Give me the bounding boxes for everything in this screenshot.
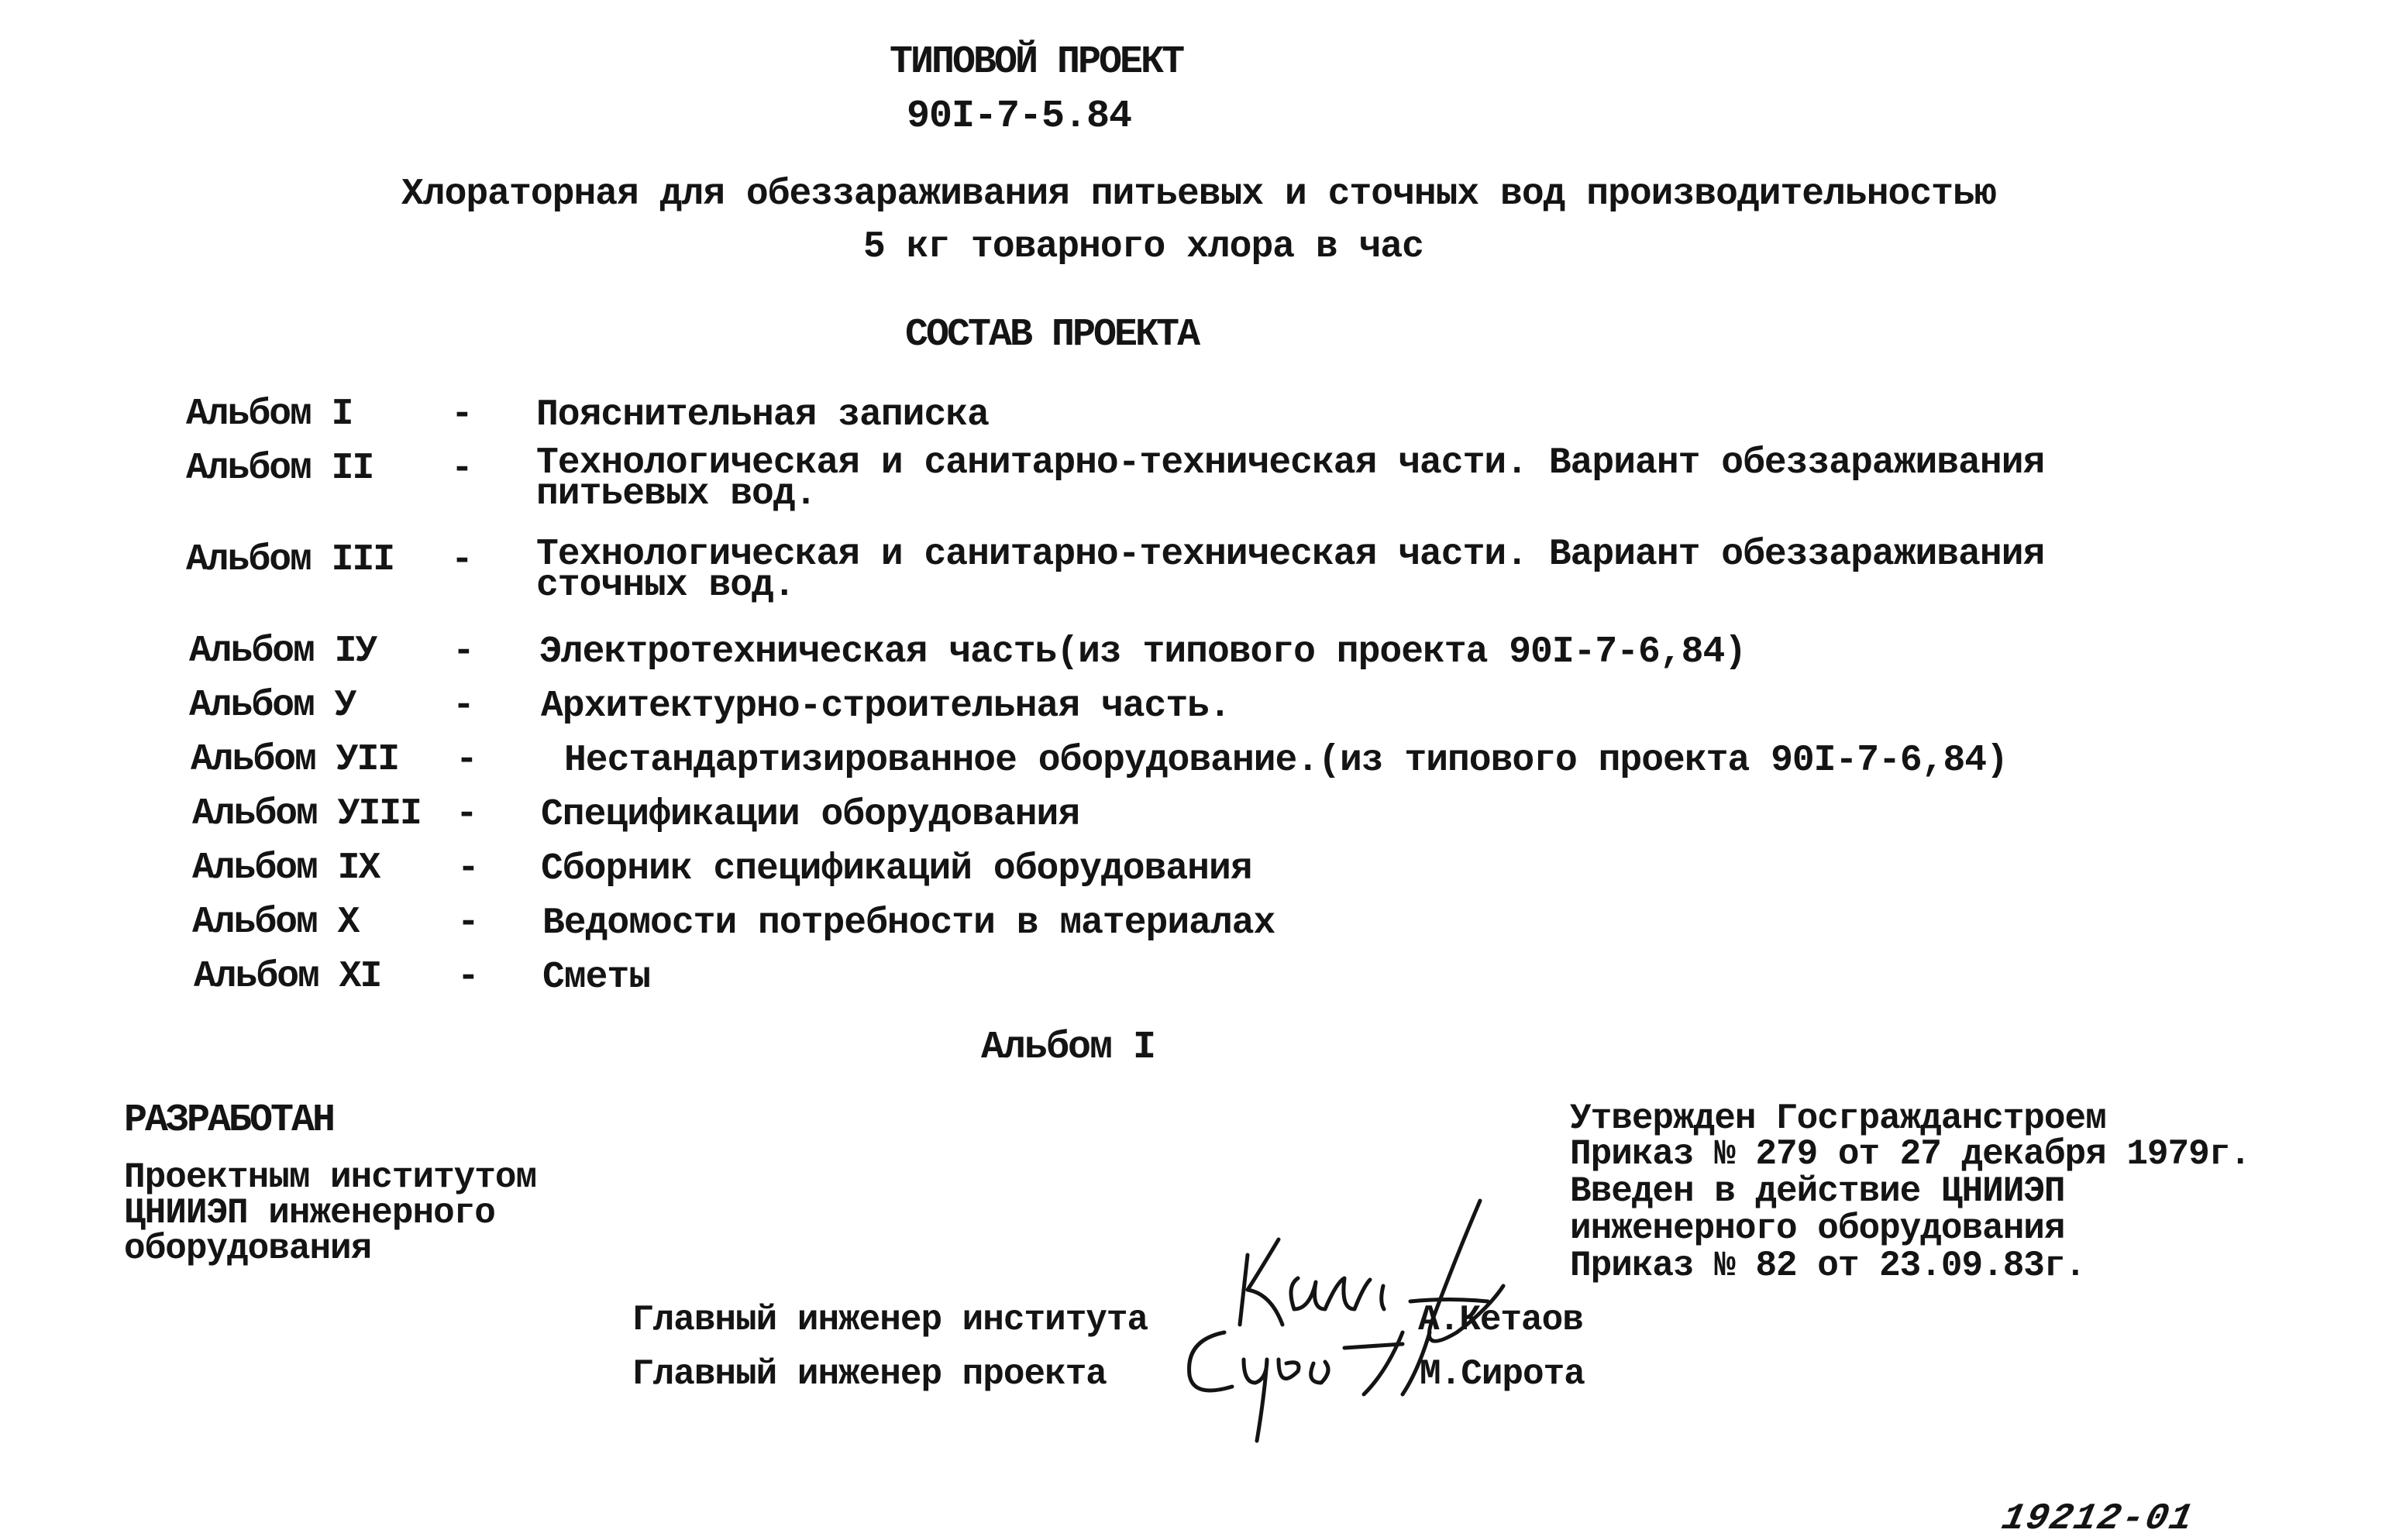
album-description: Пояснительная записка (536, 394, 989, 436)
album-description: Сметы (542, 957, 651, 999)
album-description: Электротехническая часть(из типового проекта 90I-7-6,84) (539, 631, 1747, 673)
developed-heading: РАЗРАБОТАН (124, 1098, 334, 1143)
signature-name: А.Кетаов (1418, 1300, 1583, 1340)
album-description: Технологическая и санитарно-техническая части. Вариант обеззараживания питьевых вод. (536, 442, 2045, 515)
album-name: Альбом XI (194, 956, 381, 998)
album-name: Альбом IУ (189, 631, 377, 672)
approval-line: Приказ № 82 от 23.09.83г. (1570, 1246, 2086, 1286)
album-name: Альбом У (189, 685, 356, 727)
document-title: ТИПОВОЙ ПРОЕКТ (890, 40, 1183, 84)
album-name: Альбом IX (192, 847, 380, 889)
subtitle-line-2: 5 кг товарного хлора в час (863, 226, 1423, 268)
current-album-label: Альбом I (981, 1026, 1155, 1070)
album-dash: - (451, 539, 473, 581)
album-dash: - (457, 847, 480, 889)
approval-line: Приказ № 279 от 27 декабря 1979г. (1570, 1134, 2250, 1174)
album-description: Архитектурно-строительная часть. (541, 686, 1231, 727)
album-dash: - (451, 394, 473, 435)
album-description: Сборник спецификаций оборудования (541, 848, 1252, 890)
album-dash: - (451, 448, 473, 490)
album-dash: - (453, 631, 475, 672)
signature-name: М.Сирота (1420, 1354, 1585, 1394)
signature-role: Главный инженер проекта (632, 1354, 1107, 1394)
album-dash: - (453, 685, 475, 727)
album-name: Альбом I (186, 394, 353, 435)
album-name: Альбом X (192, 902, 359, 944)
composition-heading: СОСТАВ ПРОЕКТА (905, 313, 1199, 357)
album-name: Альбом УII (191, 739, 399, 781)
approval-line: Введен в действие ЦНИИЭП (1570, 1171, 2065, 1212)
developer-line: ЦНИИЭП инженерного (124, 1193, 495, 1233)
album-name: Альбом III (186, 539, 394, 581)
approval-line: Утвержден Госгражданстроем (1570, 1098, 2106, 1139)
project-number: 90I-7-5.84 (907, 95, 1132, 139)
developer-line: Проектным институтом (124, 1157, 537, 1198)
album-dash: - (456, 793, 478, 835)
album-name: Альбом II (186, 448, 373, 490)
subtitle-line-1: Хлораторная для обеззараживания питьевых и сточных вод производительностью (401, 174, 1996, 215)
album-dash: - (457, 902, 480, 944)
album-dash: - (456, 739, 478, 781)
album-description: Спецификации оборудования (541, 794, 1080, 836)
album-name: Альбом УIII (192, 793, 421, 835)
album-description: Технологическая и санитарно-техническая части. Вариант обеззараживания сточных вод. (536, 534, 2045, 607)
approval-line: инженерного оборудования (1570, 1208, 2065, 1249)
album-description: Ведомости потребности в материалах (542, 902, 1275, 944)
signature-role: Главный инженер института (632, 1300, 1148, 1340)
album-dash: - (457, 956, 480, 998)
album-description: Нестандартизированное оборудование.(из типового проекта 90I-7-6,84) (564, 740, 2008, 782)
signature-sirota (1170, 1317, 1449, 1456)
developer-line: оборудования (124, 1229, 372, 1269)
archive-stamp-number: 19212-01 (1998, 1498, 2198, 1540)
